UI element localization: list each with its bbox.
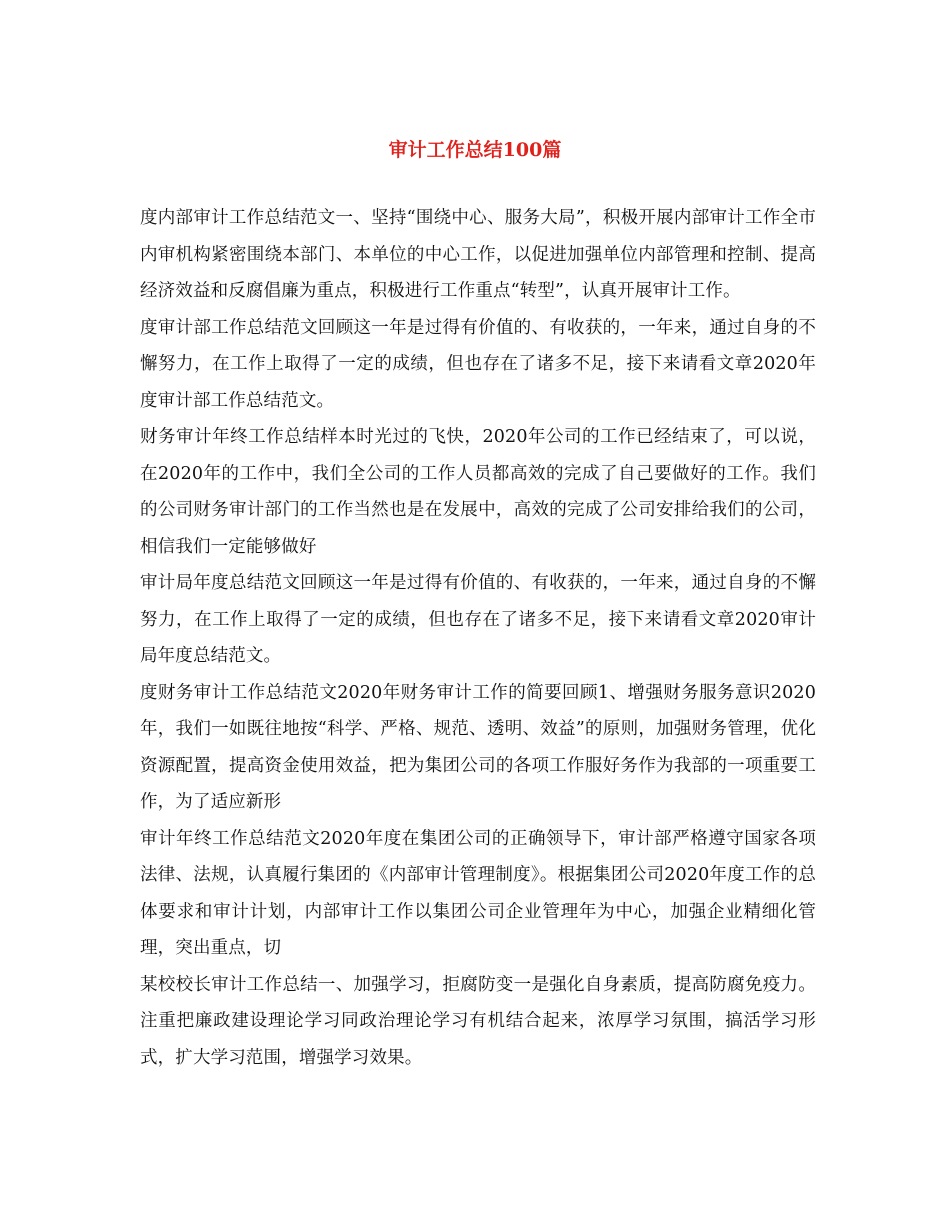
paragraph-internal-audit: 度内部审计工作总结范文一、坚持“围绕中心、服务大局”，积极开展内部审计工作全市内审机构紧密围绕本部门、本单位的中心工作，以促进加强单位内部管理和控制、提高经济效益和反腐倡廉为重点，积极进行工作重点“转型”，认真开展审计工作。: [140, 208, 816, 301]
paragraph-audit-bureau: 审计局年度总结范文回顾这一年是过得有价值的、有收获的，一年来，通过自身的不懈努力，在工作上取得了一定的成绩，但也存在了诸多不足，接下来请看文章2020审计局年度总结范文。: [140, 573, 816, 666]
paragraph-principal-audit: 某校校长审计工作总结一、加强学习，拒腐防变一是强化自身素质，提高防腐免疫力。注重把廉政建设理论学习同政治理论学习有机结合起来，浓厚学习氛围，搞活学习形式，扩大学习范围，增强学习效果。: [140, 974, 816, 1068]
paragraph-group-audit: 审计年终工作总结范文2020年度在集团公司的正确领导下，审计部严格遵守国家各项法律、法规，认真履行集团的《内部审计管理制度》。根据集团公司2020年度工作的总体要求和审计计划，内部审计工作以集团公司企业管理年为中心，加强企业精细化管理，突出重点，切: [140, 828, 816, 958]
document-body: [140, 200, 816, 1076]
paragraph-financial-audit-review: 度财务审计工作总结范文2020年财务审计工作的简要回顾1、增强财务服务意识2020年，我们一如既往地按“科学、严格、规范、透明、效益”的原则，加强财务管理，优化资源配置，提高资金使用效益，把为集团公司的各项工作服好务作为我部的一项重要工作，为了适应新形: [140, 682, 816, 812]
document-title: 审计工作总结100篇: [388, 139, 562, 161]
paragraph-audit-department: 度审计部工作总结范文回顾这一年是过得有价值的、有收获的，一年来，通过自身的不懈努力，在工作上取得了一定的成绩，但也存在了诸多不足，接下来请看文章2020年度审计部工作总结范文。: [140, 317, 816, 411]
paragraph-financial-audit-year-end: 财务审计年终工作总结样本时光过的飞快，2020年公司的工作已经结束了，可以说，在2020年的工作中，我们全公司的工作人员都高效的完成了自己要做好的工作。我们的公司财务审计部门的工作当然也是在发展中，高效的完成了公司安排给我们的公司，相信我们一定能够做好: [140, 427, 816, 557]
